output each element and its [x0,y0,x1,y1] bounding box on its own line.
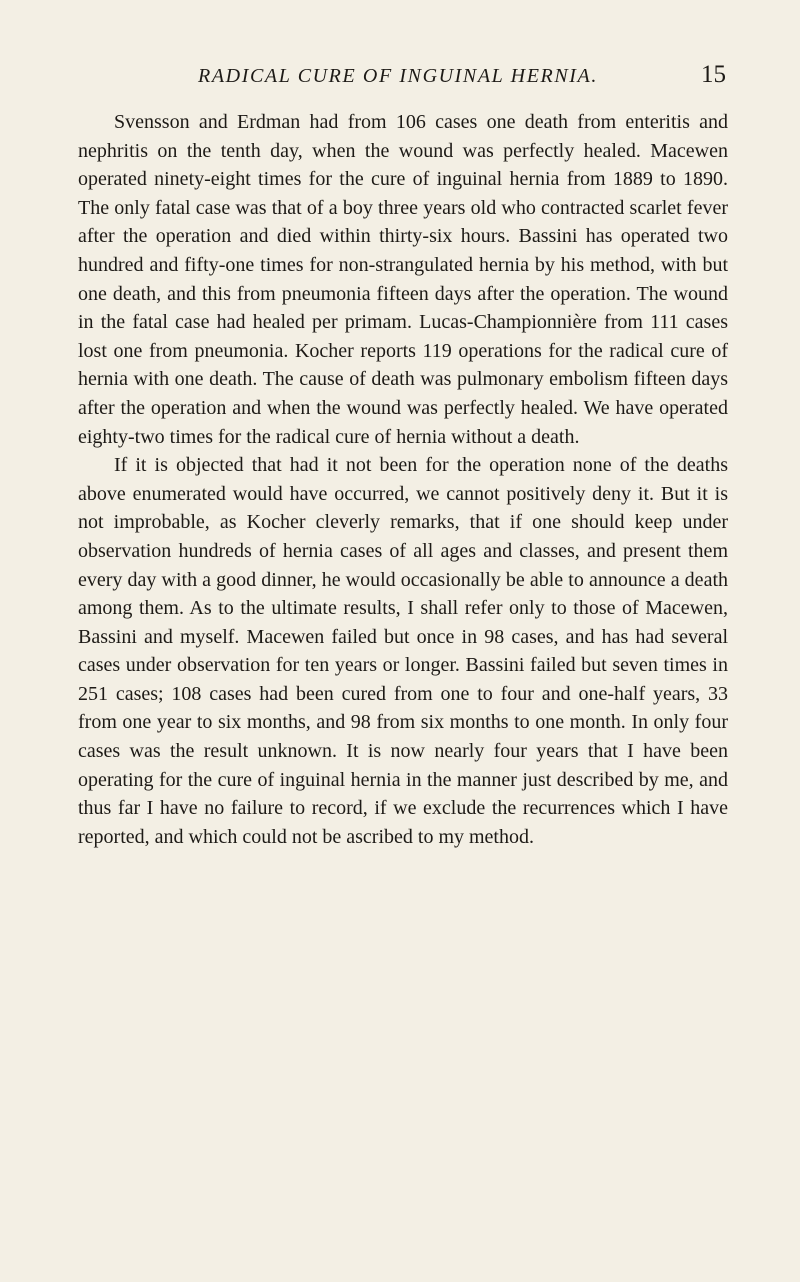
running-head [78,60,726,92]
page-number: 15 [701,61,726,88]
paragraph-mortality-statistics: Svensson and Erdman had from 106 cases one death from enteritis and nephritis on the tenth day, when the wound was perfectly healed. Macewen operated ninety-eight times for the cure of inguinal hernia from 1889 to 1890. The only fatal case was that of a boy three years old who contracted scarlet fever after the operation and died within thirty-six hours. Bassini has operated two hundred and fifty-one times for non-strangulated hernia by his method, with but one death, and this from pneumonia fifteen days after the operation. The wound in the fatal case had healed per primam. Lucas-Championnière from 111 cases lost one from pneumonia. Kocher reports 119 operations for the radical cure of hernia with one death. The cause of death was pulmonary embolism fifteen days after the operation and when the wound was perfectly healed. We have operated eighty-two times for the radical cure of hernia without a death. [78,111,728,448]
running-title: RADICAL CURE OF INGUINAL HERNIA. [198,65,598,87]
body-text [78,108,728,851]
paragraph-ultimate-results: If it is objected that had it not been for the operation none of the deaths above enumerated would have occurred, we cannot positively deny it. But it is not improbable, as Kocher cleverly remarks, that if one should keep under observation hundreds of hernia cases of all ages and classes, and present them every day with a good dinner, he would occasionally be able to announce a death among them. As to the ultimate results, I shall refer only to those of Macewen, Bassini and myself. Macewen failed but once in 98 cases, and has had several cases under observation for ten years or longer. Bassini failed but seven times in 251 cases; 108 cases had been cured from one to four and one-half years, 33 from one year to six months, and 98 from six months to one month. In only four cases was the result unknown. It is now nearly four years that I have been operating for the cure of inguinal hernia in the manner just described by me, and thus far I have no failure to record, if we exclude the recurrences which I have reported, and which could not be ascribed to my method. [78,454,728,848]
